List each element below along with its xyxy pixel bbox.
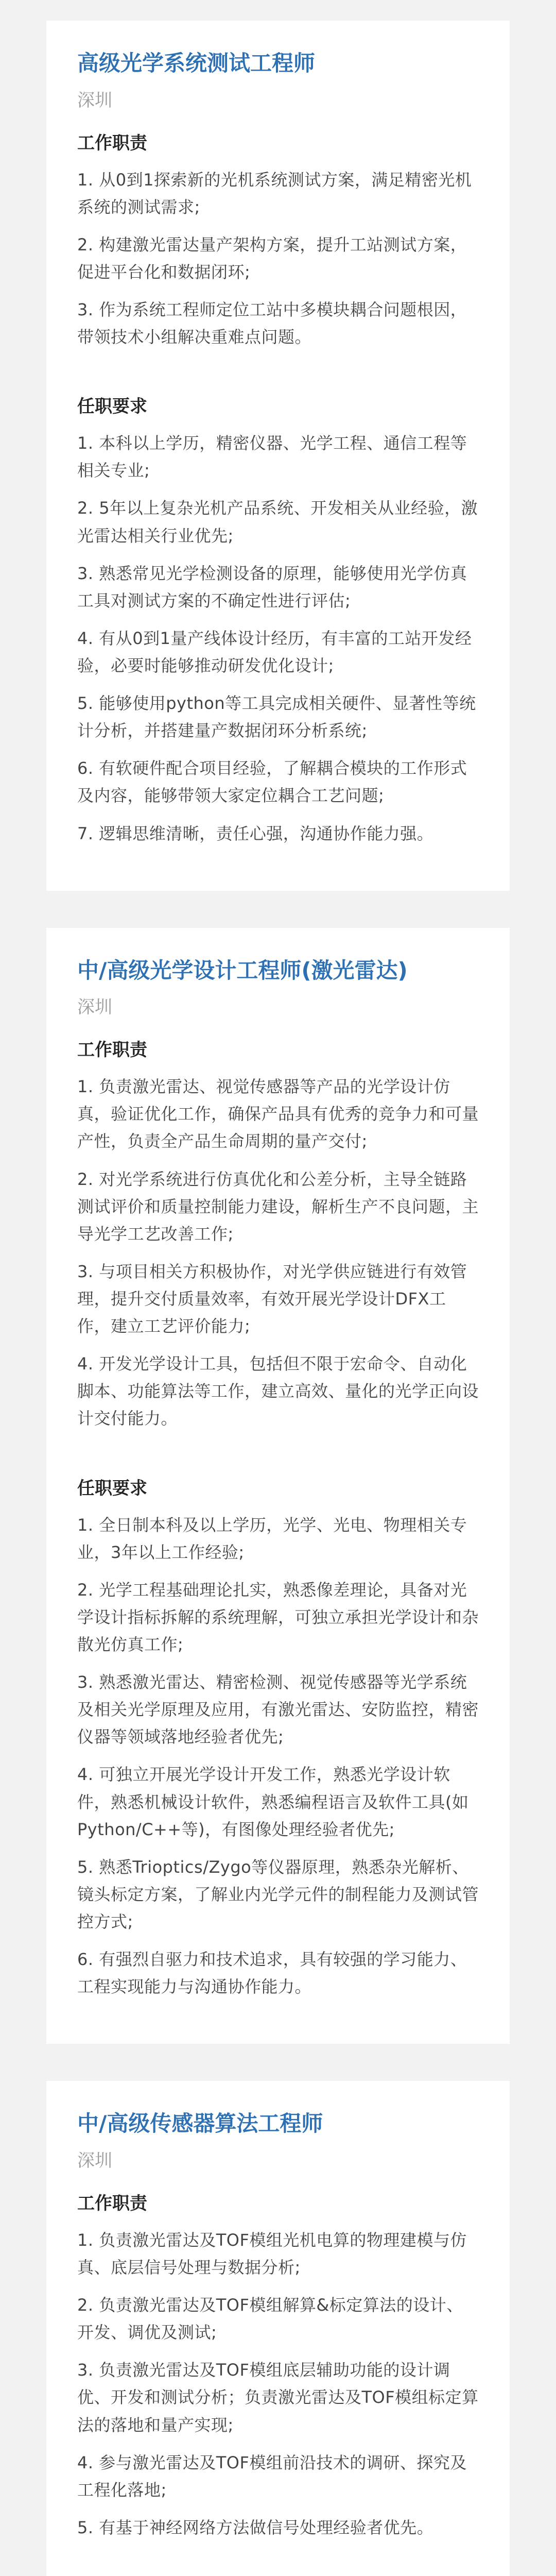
requirement-item: 1. 全日制本科及以上学历，光学、光电、物理相关专业，3年以上工作经验; [77, 1515, 467, 1562]
responsibility-item: 1. 从0到1探索新的光机系统测试方案，满足精密光机系统的测试需求; [77, 170, 472, 217]
requirement-item: 1. 本科以上学历，精密仪器、光学工程、通信工程等相关专业; [77, 433, 467, 481]
requirement-item: 2. 光学工程基础理论扎实，熟悉像差理论，具备对光学设计指标拆解的系统理解，可独立承担光学设计和杂散光仿真工作; [77, 1580, 479, 1655]
requirement-item: 4. 有从0到1量产线体设计经历，有丰富的工站开发经验，必要时能够推动研发优化设计; [77, 628, 472, 676]
requirement-item: 3. 熟悉常见光学检测设备的原理，能够使用光学仿真工具对测试方案的不确定性进行评估; [77, 563, 467, 611]
job-location: 深圳 [77, 90, 112, 111]
responsibility-item: 3. 作为系统工程师定位工站中多模块耦合问题根因，带领技术小组解决重难点问题。 [77, 300, 467, 347]
responsibilities-heading: 工作职责 [77, 2193, 147, 2214]
responsibility-item: 3. 负责激光雷达及TOF模组底层辅助功能的设计调优、开发和测试分析；负责激光雷达及TOF模组标定算法的落地和量产实现; [77, 2360, 479, 2435]
requirement-item: 2. 5年以上复杂光机产品系统、开发相关从业经验，激光雷达相关行业优先; [77, 498, 478, 546]
job-card [46, 21, 510, 891]
responsibilities-heading: 工作职责 [77, 132, 147, 154]
job-title[interactable]: 中/高级传感器算法工程师 [77, 2111, 323, 2137]
responsibility-item: 1. 负责激光雷达及TOF模组光机电算的物理建模与仿真、底层信号处理与数据分析; [77, 2230, 467, 2278]
responsibility-item: 5. 有基于神经网络方法做信号处理经验者优先。 [77, 2517, 434, 2537]
job-card [46, 2081, 510, 2576]
responsibility-item: 4. 开发光学设计工具，包括但不限于宏命令、自动化脚本、功能算法等工作，建立高效、量化的光学正向设计交付能力。 [77, 1354, 479, 1429]
job-title[interactable]: 高级光学系统测试工程师 [77, 50, 316, 76]
requirement-item: 7. 逻辑思维清晰，责任心强，沟通协作能力强。 [77, 823, 434, 843]
responsibility-item: 2. 负责激光雷达及TOF模组解算&标定算法的设计、开发、调优及测试; [77, 2295, 463, 2343]
requirement-item: 3. 熟悉激光雷达、精密检测、视觉传感器等光学系统及相关光学原理及应用，有激光雷达、安防监控，精密仪器等领域落地经验者优先; [77, 1672, 479, 1747]
job-card [46, 928, 510, 2044]
responsibility-item: 4. 参与激光雷达及TOF模组前沿技术的调研、探究及工程化落地; [77, 2452, 467, 2500]
responsibilities-heading: 工作职责 [77, 1040, 147, 1061]
job-title[interactable]: 中/高级光学设计工程师(激光雷达) [77, 957, 408, 983]
requirement-item: 5. 熟悉Trioptics/Zygo等仪器原理，熟悉杂光解析、镜头标定方案，了解业内光学元件的制程能力及测试管控方式; [77, 1857, 479, 1931]
requirements-heading: 任职要求 [77, 1478, 147, 1499]
requirements-heading: 任职要求 [77, 396, 147, 417]
responsibility-item: 1. 负责激光雷达、视觉传感器等产品的光学设计仿真，验证优化工作，确保产品具有优秀的竞争力和可量产性，负责全产品生命周期的量产交付; [77, 1077, 479, 1151]
requirement-item: 6. 有软硬件配合项目经验，了解耦合模块的工作形式及内容，能够带领大家定位耦合工艺问题; [77, 758, 467, 806]
requirement-item: 4. 可独立开展光学设计开发工作，熟悉光学设计软件，熟悉机械设计软件，熟悉编程语言及软件工具(如Python/C++等)，有图像处理经验者优先; [77, 1765, 469, 1839]
requirement-item: 5. 能够使用python等工具完成相关硬件、显著性等统计分析，并搭建量产数据闭环分析系统; [77, 693, 476, 741]
responsibility-item: 2. 构建激光雷达量产架构方案，提升工站测试方案，促进平台化和数据闭环; [77, 234, 467, 282]
responsibility-item: 3. 与项目相关方积极协作，对光学供应链进行有效管理，提升交付质量效率，有效开展光学设计DFX工作，建立工艺评价能力; [77, 1261, 467, 1336]
responsibility-item: 2. 对光学系统进行仿真优化和公差分析，主导全链路测试评价和质量控制能力建设，解析生产不良问题，主导光学工艺改善工作; [77, 1169, 479, 1244]
requirement-item: 6. 有强烈自驱力和技术追求，具有较强的学习能力、工程实现能力与沟通协作能力。 [77, 1950, 467, 1997]
job-location: 深圳 [77, 2150, 112, 2171]
job-location: 深圳 [77, 997, 112, 1018]
